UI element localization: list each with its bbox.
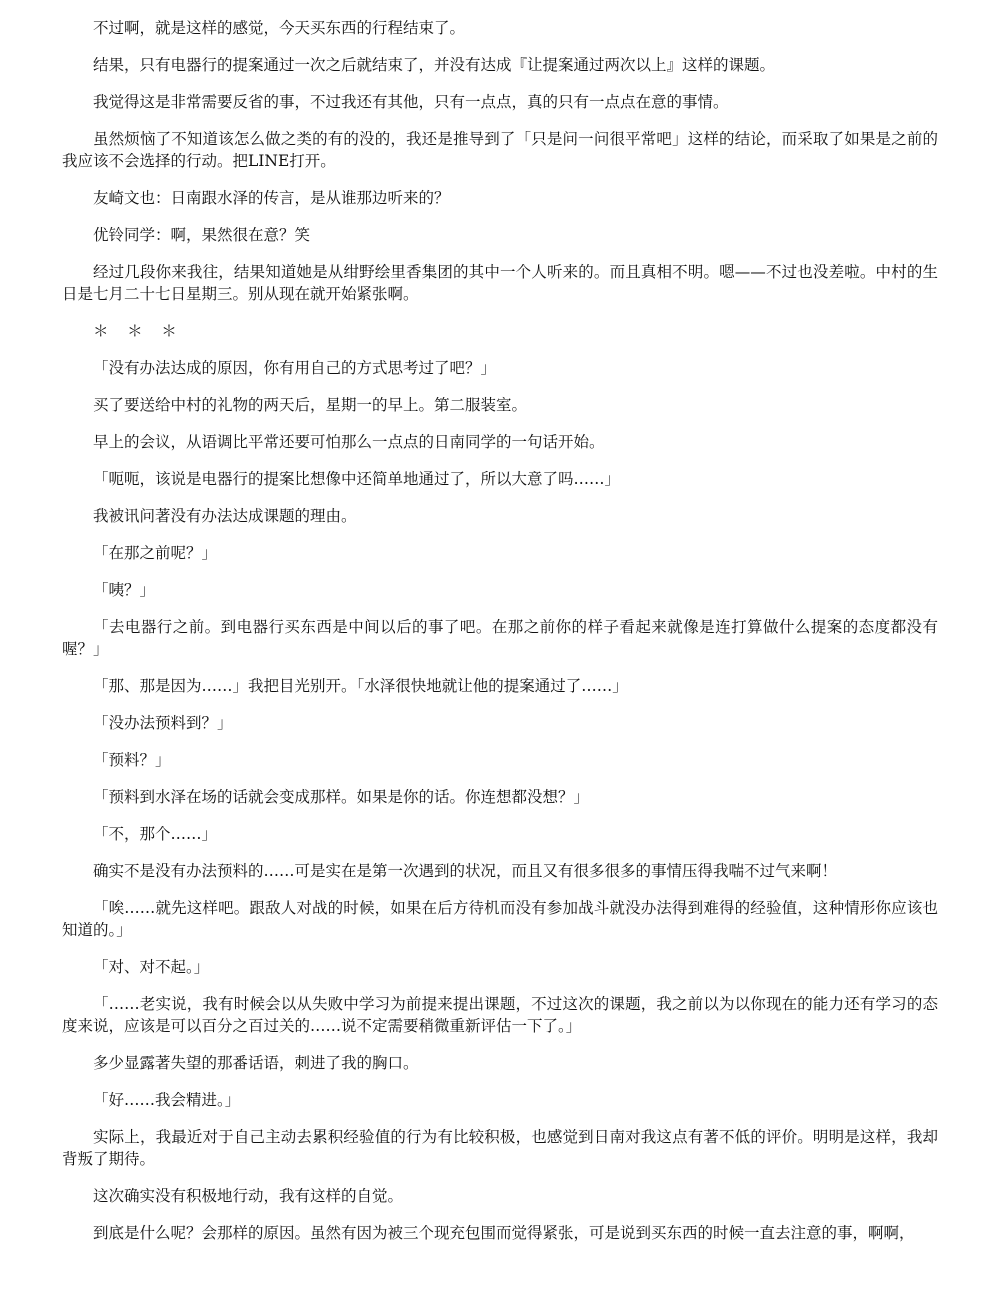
scene-separator: ＊＊＊: [93, 322, 196, 340]
dialogue-line: 「咦？」: [93, 581, 156, 599]
dialogue-line: 「预料？」: [93, 751, 171, 769]
paragraph: 多少显露著失望的那番话语，刺进了我的胸口。: [93, 1054, 419, 1072]
paragraph: 买了要送给中村的礼物的两天后，星期一的早上。第二服装室。: [93, 396, 528, 414]
paragraph: 确实不是没有办法预料的……可是实在是第一次遇到的状况，而且又有很多很多的事情压得我喘不过气来啊！: [93, 862, 838, 880]
paragraph: 我被讯问著没有办法达成课题的理由。: [93, 507, 357, 525]
paragraph: 虽然烦恼了不知道该怎么做之类的有的没的，我还是推导到了「只是问一问很平常吧」这样的结论，而采取了如果是之前的我应该不会选择的行动。把LINE打开。: [62, 130, 938, 170]
paragraph: 经过几段你来我往，结果知道她是从绀野绘里香集团的其中一个人听来的。而且真相不明。嗯——不过也没差啦。中村的生日是七月二十七日星期三。别从现在就开始紧张啊。: [62, 263, 938, 303]
dialogue-line: 「不，那个……」: [93, 825, 218, 843]
dialogue-line: 「那、那是因为……」我把目光别开。「水泽很快地就让他的提案通过了……」: [93, 677, 628, 695]
dialogue-line: 「好……我会精进。」: [93, 1091, 241, 1109]
dialogue-line: 「唉……就先这样吧。跟敌人对战的时候，如果在后方待机而没有参加战斗就没办法得到难得的经验值，这种情形你应该也知道的。」: [62, 899, 938, 939]
paragraph: 实际上，我最近对于自己主动去累积经验值的行为有比较积极，也感觉到日南对我这点有著不低的评价。明明是这样，我却背叛了期待。: [62, 1128, 938, 1168]
paragraph: 早上的会议，从语调比平常还要可怕那么一点点的日南同学的一句话开始。: [93, 433, 605, 451]
dialogue-line: 「没有办法达成的原因，你有用自己的方式思考过了吧？」: [93, 359, 497, 377]
dialogue-line: 「去电器行之前。到电器行买东西是中间以后的事了吧。在那之前你的样子看起来就像是连打算做什么提案的态度都没有喔？」: [62, 618, 938, 658]
dialogue-line: 「对、对不起。」: [93, 958, 210, 976]
paragraph: 不过啊，就是这样的感觉，今天买东西的行程结束了。: [93, 19, 466, 37]
dialogue-line: 「呃呃，该说是电器行的提案比想像中还简单地通过了，所以大意了吗……」: [93, 470, 621, 488]
paragraph: 结果，只有电器行的提案通过一次之后就结束了，并没有达成『让提案通过两次以上』这样的课题。: [93, 56, 776, 74]
chat-line: 优铃同学：啊，果然很在意？笑: [93, 226, 311, 244]
dialogue-line: 「预料到水泽在场的话就会变成那样。如果是你的话。你连想都没想？」: [93, 788, 590, 806]
dialogue-line: 「没办法预料到？」: [93, 714, 233, 732]
paragraph: 到底是什么呢？会那样的原因。虽然有因为被三个现充包围而觉得紧张，可是说到买东西的时候一直去注意的事，啊啊，: [93, 1224, 915, 1242]
paragraph: 我觉得这是非常需要反省的事，不过我还有其他，只有一点点，真的只有一点点在意的事情。: [93, 93, 729, 111]
paragraph: 这次确实没有积极地行动，我有这样的自觉。: [93, 1187, 404, 1205]
dialogue-line: 「……老实说，我有时候会以从失败中学习为前提来提出课题，不过这次的课题，我之前以为以你现在的能力还有学习的态度来说，应该是可以百分之百过关的……说不定需要稍微重新评估一下了。」: [62, 995, 938, 1035]
chat-line: 友崎文也：日南跟水泽的传言，是从谁那边听来的？: [93, 189, 450, 207]
dialogue-line: 「在那之前呢？」: [93, 544, 218, 562]
